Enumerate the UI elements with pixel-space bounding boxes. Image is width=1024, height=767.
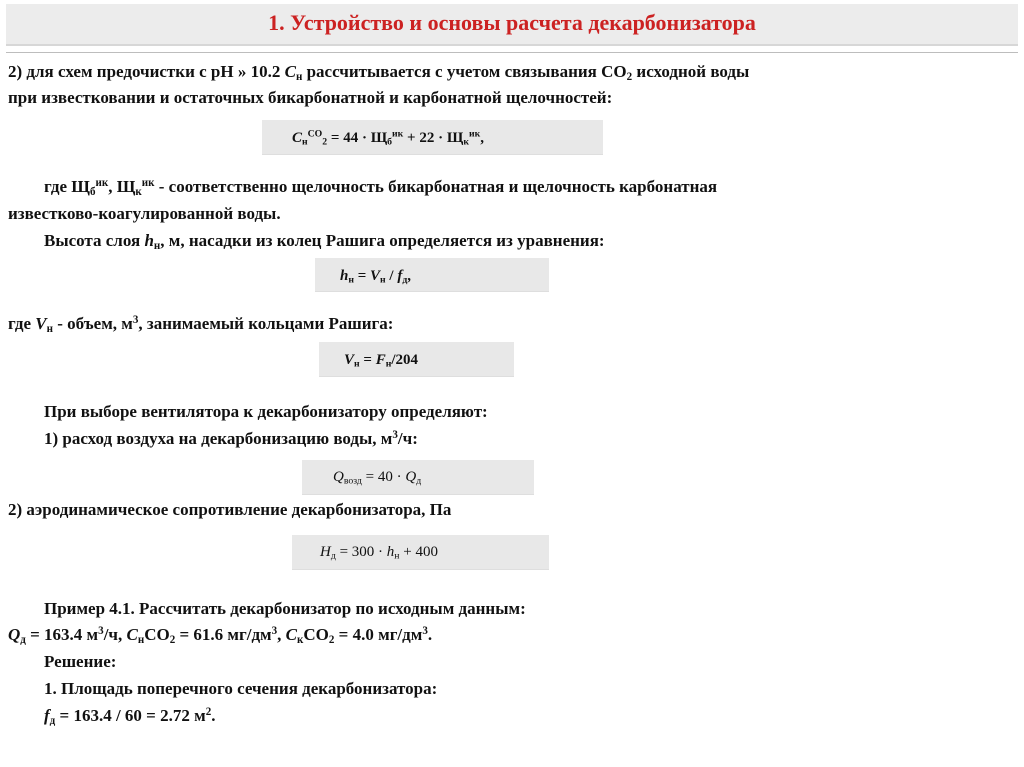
paragraph-1-line-2: при известковании и остаточных бикарбонатной и карбонатной щелочностей: — [8, 88, 613, 107]
paragraph-7: 2) аэродинамическое сопротивление декарбонизатора, Па — [8, 500, 452, 519]
paragraph-1-line-1: 2) для схем предочистки с pH » 10.2 $С_н$ рассчитывается с учетом связывания $CO_2$ исходной воды — [8, 62, 750, 83]
formula-resistance: $H_д = 300 \cdot h_н + 400$ — [320, 544, 438, 562]
title-bar — [6, 4, 1018, 46]
solution-step-1-result: $f_д = 163.4 / 60 = 2.72$ $м^2$. — [44, 705, 216, 727]
paragraph-3: Высота слоя $h_н$, м, насадки из колец Рашига определяется из уравнения: — [44, 231, 605, 252]
paragraph-6: 1) расход воздуха на декарбонизацию воды, $м^3/ч$: — [44, 428, 418, 448]
example-heading: Пример 4.1. Рассчитать декарбонизатор по исходным данным: — [44, 599, 526, 618]
formula-height: $h_н = V_н / f_д$, — [340, 268, 412, 286]
slide-title: 1. Устройство и основы расчета декарбонизатора — [268, 10, 756, 35]
paragraph-4: где $V_н$ - объем, $м^3$, занимаемый кольцами Рашига: — [8, 313, 394, 335]
paragraph-5: При выборе вентилятора к декарбонизатору определяют: — [44, 402, 488, 421]
formula-airflow: $Q_{возд} = 40 \cdot Q_д$ — [333, 469, 422, 487]
formula-co2: $С_н^{CO}_2 = 44 \cdot Щ_б^{ик} + 22 \cdot Щ_к^{ик}$, — [292, 128, 484, 148]
example-data: $Q_д = 163.4$ $м^3/ч$, $С_нCO_2 = 61.6$ $мг/дм^3$, $С_кCO_2 = 4.0$ $мг/дм^3$. — [8, 624, 433, 646]
solution-heading: Решение: — [44, 652, 117, 671]
paragraph-2-line-2: известково-коагулированной воды. — [8, 204, 281, 223]
paragraph-2-line-1: где $Щ_б^{ик}$, $Щ_к^{ик}$ - соответственно щелочность бикарбонатная и щелочность карбонатная — [44, 176, 718, 198]
formula-volume: $V_н = F_н/204$ — [344, 352, 419, 370]
title-divider — [6, 52, 1018, 53]
solution-step-1: 1. Площадь поперечного сечения декарбонизатора: — [44, 679, 438, 698]
